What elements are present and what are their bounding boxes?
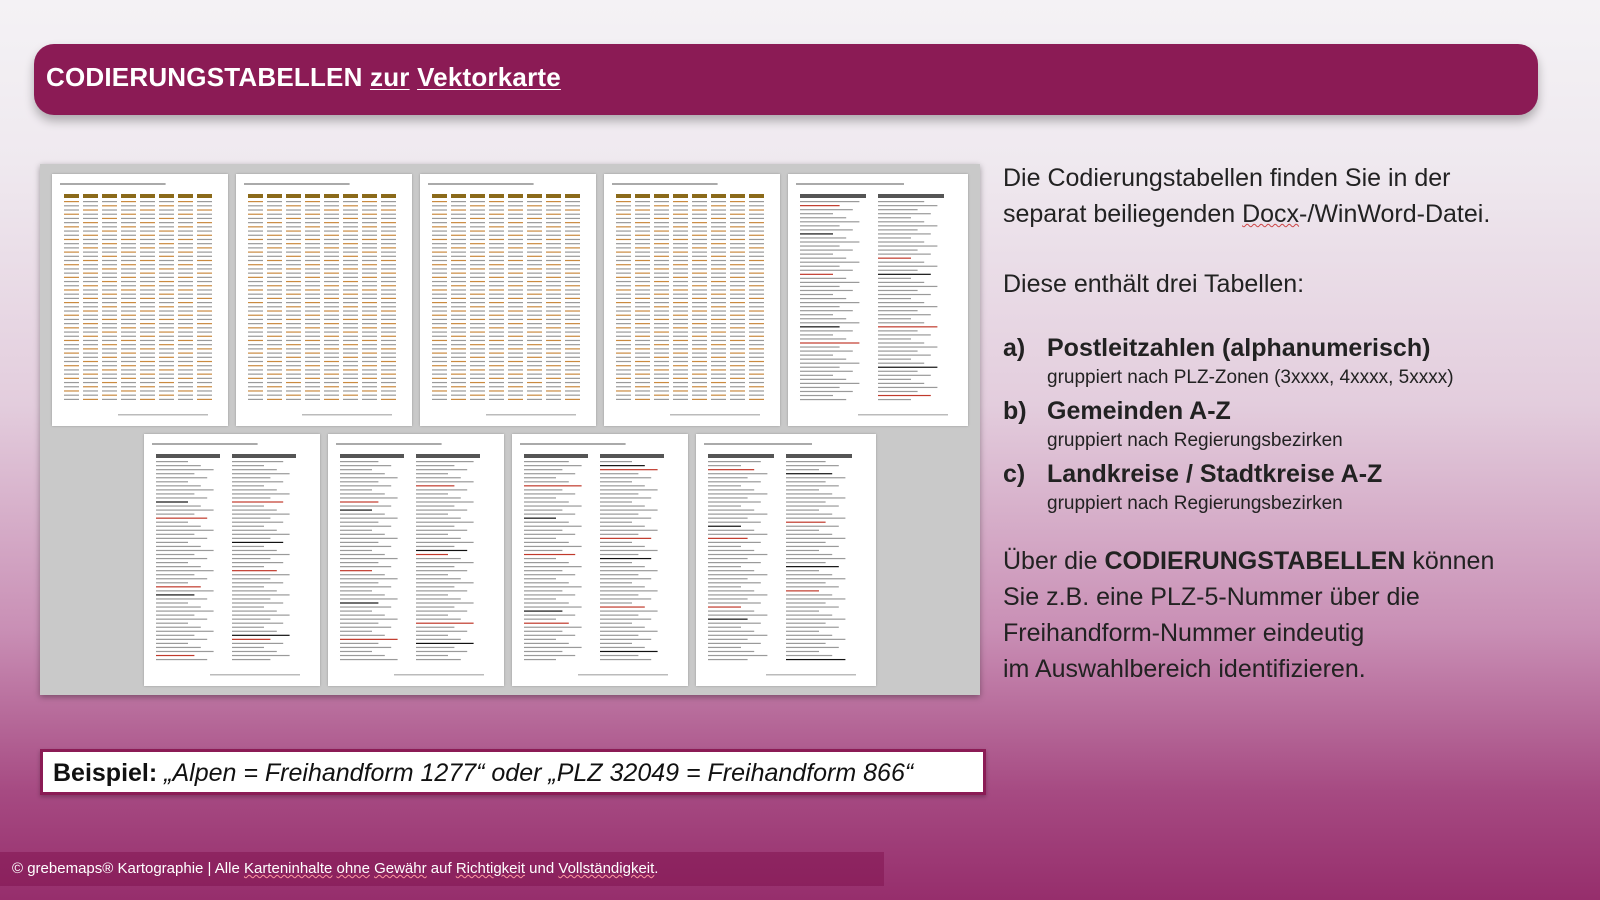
list-letter: a) <box>1003 334 1026 362</box>
footer-word-1: Karteninhalte <box>243 860 333 877</box>
list-sub: gruppiert nach Regierungsbezirken <box>1047 493 1343 514</box>
list-item <box>1003 460 1583 489</box>
doc-page-3 <box>420 174 596 426</box>
page-thumbnail-lines <box>604 174 780 426</box>
page-thumbnail-lines <box>512 434 688 686</box>
usage-post: können <box>1405 547 1495 575</box>
page-thumbnail-lines <box>144 434 320 686</box>
doc-page-7 <box>328 434 504 686</box>
title-bold: CODIERUNGSTABELLEN <box>46 62 363 92</box>
page-thumbnail-lines <box>236 174 412 426</box>
usage-line-3: Freihandform-Nummer eindeutig <box>1003 619 1365 647</box>
tables-list <box>1003 334 1583 515</box>
usage-pre: Über die <box>1003 547 1105 575</box>
intro-line-2a: separat beiliegenden <box>1003 200 1243 228</box>
list-label: Landkreise / Stadtkreise A-Z <box>1047 460 1383 488</box>
footer-part-2: auf <box>426 860 456 877</box>
intro-line-1: Die Codierungstabellen finden Sie in der <box>1003 164 1451 192</box>
doc-page-6 <box>144 434 320 686</box>
page-thumbnail-lines <box>788 174 968 426</box>
description-text <box>1003 160 1583 687</box>
document-preview-panel <box>40 164 980 695</box>
footer-word-2: ohne <box>336 860 370 877</box>
footer-part-4: . <box>654 860 659 877</box>
doc-page-2 <box>236 174 412 426</box>
footer-word-3: Gewähr <box>374 860 427 877</box>
list-sub: gruppiert nach Regierungsbezirken <box>1047 430 1343 451</box>
footer-word-4: Richtigkeit <box>455 860 526 877</box>
title-word-zur: zur <box>370 62 410 92</box>
list-item <box>1003 397 1583 426</box>
list-sub: gruppiert nach PLZ-Zonen (3xxxx, 4xxxx, 5xxxx) <box>1047 367 1454 388</box>
title-bar <box>34 44 1538 115</box>
usage-paragraph <box>1003 543 1583 687</box>
example-body: „Alpen = Freihandform 1277“ oder „PLZ 32049 = Freihandform 866“ <box>157 759 914 787</box>
page-title <box>46 62 561 93</box>
example-box <box>40 749 986 795</box>
contains-line: Diese enthält drei Tabellen: <box>1003 270 1305 298</box>
page-thumbnail-lines <box>52 174 228 426</box>
list-label: Postleitzahlen (alphanumerisch) <box>1047 334 1431 362</box>
list-label: Gemeinden A-Z <box>1047 397 1231 425</box>
doc-page-9 <box>696 434 876 686</box>
page-thumbnail-lines <box>420 174 596 426</box>
doc-page-8 <box>512 434 688 686</box>
footer-part-3: und <box>525 860 559 877</box>
page-thumbnail-lines <box>328 434 504 686</box>
usage-line-4: im Auswahlbereich identifizieren. <box>1003 655 1366 683</box>
example-label: Beispiel: <box>53 759 158 787</box>
intro-paragraph <box>1003 160 1583 232</box>
title-word-vektorkarte: Vektorkarte <box>417 62 561 92</box>
list-item <box>1003 334 1583 363</box>
usage-bold: CODIERUNGSTABELLEN <box>1104 547 1406 575</box>
usage-line-2: Sie z.B. eine PLZ-5-Nummer über die <box>1003 583 1420 611</box>
list-letter: b) <box>1003 397 1027 425</box>
footer-bar <box>0 852 884 886</box>
doc-page-1 <box>52 174 228 426</box>
example-text <box>53 759 913 788</box>
footer-word-5: Vollständigkeit <box>558 860 655 877</box>
footer-part-1: © grebemaps® Kartographie | Alle <box>12 860 244 877</box>
intro-docx: Docx <box>1242 200 1300 228</box>
doc-page-4 <box>604 174 780 426</box>
page-thumbnail-lines <box>696 434 876 686</box>
doc-page-5 <box>788 174 968 426</box>
intro-line-2c: -/WinWord-Datei. <box>1299 200 1491 228</box>
list-letter: c) <box>1003 460 1026 488</box>
copyright-text <box>12 860 658 877</box>
